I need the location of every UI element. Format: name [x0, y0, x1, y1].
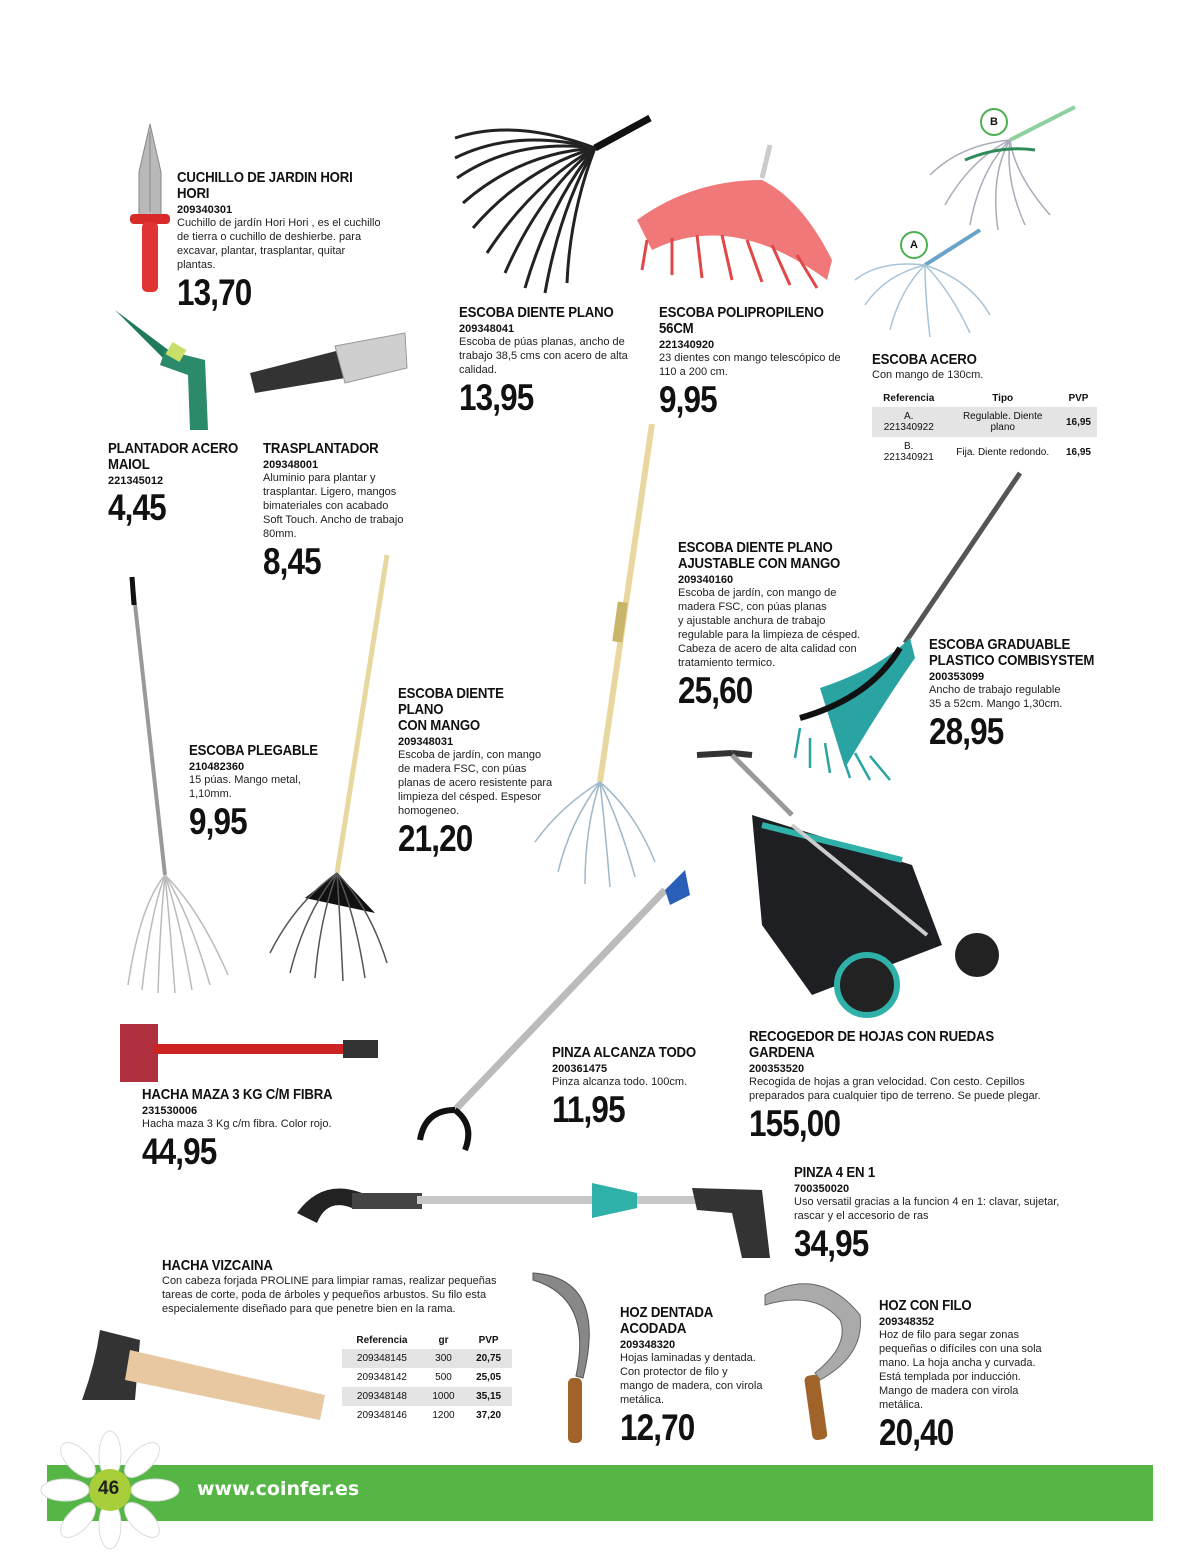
plantador-image — [110, 305, 220, 435]
product-title: ESCOBA DIENTE PLANO — [459, 304, 614, 321]
product-price: 4,45 — [108, 487, 166, 528]
product-ref: 700350020 — [794, 1183, 850, 1195]
product-price: 34,95 — [794, 1223, 869, 1264]
product-price: 9,95 — [189, 801, 247, 842]
table-cell: B. 221340921 — [883, 441, 934, 463]
product-desc: Escoba de púas planas, ancho de trabajo 38,5 cms con acero de alta calidad. — [459, 336, 628, 376]
table-row — [342, 1406, 512, 1425]
product-ref: 209340301 — [177, 204, 233, 216]
product-desc: Con mango de 130cm. — [872, 369, 984, 381]
table-row — [342, 1368, 512, 1387]
table-cell: Fija. Diente redondo. — [956, 446, 1050, 458]
hori-hori-knife-image — [125, 122, 175, 297]
product-price: 28,95 — [929, 711, 1004, 752]
table-cell: 209348146 — [356, 1410, 407, 1421]
label-a-badge: A — [900, 231, 928, 259]
product-desc: Con cabeza forjada PROLINE para limpiar ramas, realizar pequeñas tareas de corte, poda de árboles y pequeños arbustos. Su filo esta especialemente diseñado para que penetre bien en la rama. — [162, 1275, 497, 1315]
table-cell: 209348142 — [356, 1372, 407, 1383]
product-escoba-acero — [872, 352, 1097, 467]
product-pinza-alcanza-todo — [552, 1045, 722, 1129]
recogedor-de-hojas-image — [692, 745, 1012, 1025]
product-plantador — [108, 441, 258, 527]
table-header: Referencia — [883, 393, 935, 404]
hacha-vizcaina-image — [80, 1325, 330, 1435]
product-price: 20,40 — [879, 1412, 954, 1453]
product-title: CUCHILLO DE JARDIN HORI HORI — [177, 169, 353, 202]
product-price: 13,95 — [459, 377, 534, 418]
product-title: PINZA ALCANZA TODO — [552, 1044, 696, 1061]
product-hoz-dentada — [620, 1305, 780, 1447]
table-cell: 1000 — [422, 1387, 465, 1406]
product-title: ESCOBA GRADUABLE PLASTICO COMBISYSTEM — [929, 636, 1095, 669]
product-desc: Hacha maza 3 Kg c/m fibra. Color rojo. — [142, 1118, 332, 1130]
product-desc: Aluminio para plantar y trasplantar. Ligero, mangos bimateriales con acabado Soft Touch. Ancho de trabajo 80mm. — [263, 472, 404, 540]
escoba-acero-image — [850, 105, 1080, 345]
product-ref: 231530006 — [142, 1105, 198, 1117]
table-row — [342, 1349, 512, 1368]
table-cell: 300 — [422, 1349, 465, 1368]
product-price: 9,95 — [659, 379, 717, 420]
hacha-vizcaina-table — [342, 1332, 512, 1425]
escoba-polipropileno-image — [632, 140, 837, 290]
product-price: 13,70 — [177, 272, 252, 313]
table-cell: 16,95 — [1060, 407, 1097, 437]
product-price: 25,60 — [678, 670, 753, 711]
pinza-4-en-1-image — [292, 1168, 777, 1268]
product-title: HACHA VIZCAINA — [162, 1257, 273, 1274]
product-ref: 209340160 — [678, 574, 734, 586]
product-escoba-graduable — [929, 637, 1119, 751]
product-recogedor — [749, 1029, 1079, 1143]
product-ref: 209348041 — [459, 323, 515, 335]
product-price: 155,00 — [749, 1103, 841, 1144]
product-title: HOZ CON FILO — [879, 1297, 972, 1314]
product-title: RECOGEDOR DE HOJAS CON RUEDAS GARDENA — [749, 1028, 994, 1061]
product-ref: 209348352 — [879, 1316, 935, 1328]
product-title: TRASPLANTADOR — [263, 440, 379, 457]
product-hoz-con-filo — [879, 1298, 1069, 1452]
product-escoba-plegable — [189, 743, 339, 841]
product-title: PINZA 4 EN 1 — [794, 1164, 876, 1181]
product-title: HACHA MAZA 3 KG C/M FIBRA — [142, 1086, 333, 1103]
product-hacha-maza — [142, 1087, 382, 1171]
product-escoba-con-mango — [398, 686, 568, 858]
trasplantador-image — [245, 328, 410, 398]
table-header: Tipo — [992, 393, 1014, 404]
product-title: PLANTADOR ACERO MAIOL — [108, 440, 239, 473]
product-ref: 200361475 — [552, 1063, 608, 1075]
table-header: Referencia — [356, 1335, 408, 1346]
table-cell: 20,75 — [465, 1349, 512, 1368]
table-header: PVP — [478, 1335, 499, 1346]
product-desc: Uso versatil gracias a la funcion 4 en 1: clavar, sujetar, rascar y el accesorio de ras — [794, 1196, 1060, 1222]
product-escoba-diente-plano — [459, 305, 639, 417]
table-cell: 35,15 — [465, 1387, 512, 1406]
product-desc: Hojas laminadas y dentada. Con protector de filo y mango de madera, con virola metálica. — [620, 1352, 763, 1406]
footer-bar — [47, 1465, 1153, 1521]
product-title: ESCOBA ACERO — [872, 351, 977, 368]
product-ref: 221340920 — [659, 339, 715, 351]
table-cell: 1200 — [432, 1410, 455, 1421]
product-desc: Escoba de jardín, con mango de madera FSC, con púas planas y ajustable anchura de trabajo regulable para la limpieza de césped. Cabeza de acero de alta calidad con tratamiento termico. — [678, 587, 861, 669]
product-title: ESCOBA DIENTE PLANO AJUSTABLE CON MANGO — [678, 539, 841, 572]
product-price: 21,20 — [398, 818, 473, 859]
escoba-acero-table — [872, 390, 1097, 467]
table-cell: 16,95 — [1065, 446, 1091, 458]
table-cell: 209348148 — [342, 1387, 422, 1406]
product-escoba-ajustable — [678, 540, 878, 710]
page-number: 46 — [98, 1478, 120, 1499]
hacha-maza-image — [118, 1022, 380, 1087]
product-desc: Hoz de filo para segar zonas pequeñas o difíciles con una sola mano. La hoja ancha y curvada. Está templada por inducción. Mango de madera con virola metálica. — [879, 1329, 1042, 1411]
product-desc: 15 púas. Mango metal, 1,10mm. — [189, 774, 301, 800]
product-ref: 221345012 — [108, 475, 164, 487]
table-row — [342, 1387, 512, 1406]
website-link[interactable]: www.coinfer.es — [197, 1478, 360, 1500]
product-pinza-4-en-1 — [794, 1165, 1084, 1263]
product-price: 8,45 — [263, 541, 321, 582]
product-ref: 209348320 — [620, 1339, 676, 1351]
table-cell: 209348145 — [342, 1349, 422, 1368]
table-row — [872, 437, 1097, 467]
product-price: 44,95 — [142, 1131, 217, 1172]
product-price: 12,70 — [620, 1407, 695, 1448]
table-cell: Regulable. Diente plano — [945, 407, 1059, 437]
label-b-badge: B — [980, 108, 1008, 136]
product-desc: Escoba de jardín, con mango de madera FSC, con púas planas de acero resistente para limpieza del césped. Espesor homogeneo. — [398, 749, 553, 817]
table-row — [872, 407, 1097, 437]
product-desc: Cuchillo de jardín Hori Hori , es el cuchillo de tierra o cuchillo de deshierbe. para excavar, plantar, trasplantar, quitar plantas. — [177, 217, 381, 271]
product-title: ESCOBA POLIPROPILENO 56CM — [659, 304, 824, 337]
product-ref: 200353099 — [929, 671, 985, 683]
product-escoba-polipropileno — [659, 305, 849, 419]
escoba-diente-plano-image — [445, 108, 655, 298]
product-desc: Ancho de trabajo regulable 35 a 52cm. Mango 1,30cm. — [929, 684, 1063, 710]
table-cell: 37,20 — [476, 1410, 502, 1421]
product-title: HOZ DENTADA ACODADA — [620, 1304, 714, 1337]
product-trasplantador — [263, 441, 423, 581]
hoz-dentada-image — [528, 1268, 613, 1448]
product-desc: Pinza alcanza todo. 100cm. — [552, 1076, 688, 1088]
product-hacha-vizcaina — [162, 1258, 502, 1316]
product-ref: 210482360 — [189, 761, 245, 773]
table-cell: A. 221340922 — [872, 407, 945, 437]
product-ref: 209348001 — [263, 459, 319, 471]
product-ref: 200353520 — [749, 1063, 805, 1075]
product-title: ESCOBA DIENTE PLANO CON MANGO — [398, 685, 504, 734]
table-header: PVP — [1068, 393, 1089, 404]
product-ref: 209348031 — [398, 736, 454, 748]
product-title: ESCOBA PLEGABLE — [189, 742, 318, 759]
product-hori-hori — [177, 170, 397, 312]
table-header: gr — [438, 1335, 449, 1346]
product-desc: Recogida de hojas a gran velocidad. Con cesto. Cepillos preparados para cualquier tipo de terreno. Se puede plegar. — [749, 1076, 1041, 1102]
table-cell: 500 — [435, 1372, 452, 1383]
product-desc: 23 dientes con mango telescópico de 110 a 200 cm. — [659, 352, 841, 378]
product-price: 11,95 — [552, 1089, 625, 1130]
table-cell: 25,05 — [476, 1372, 502, 1383]
